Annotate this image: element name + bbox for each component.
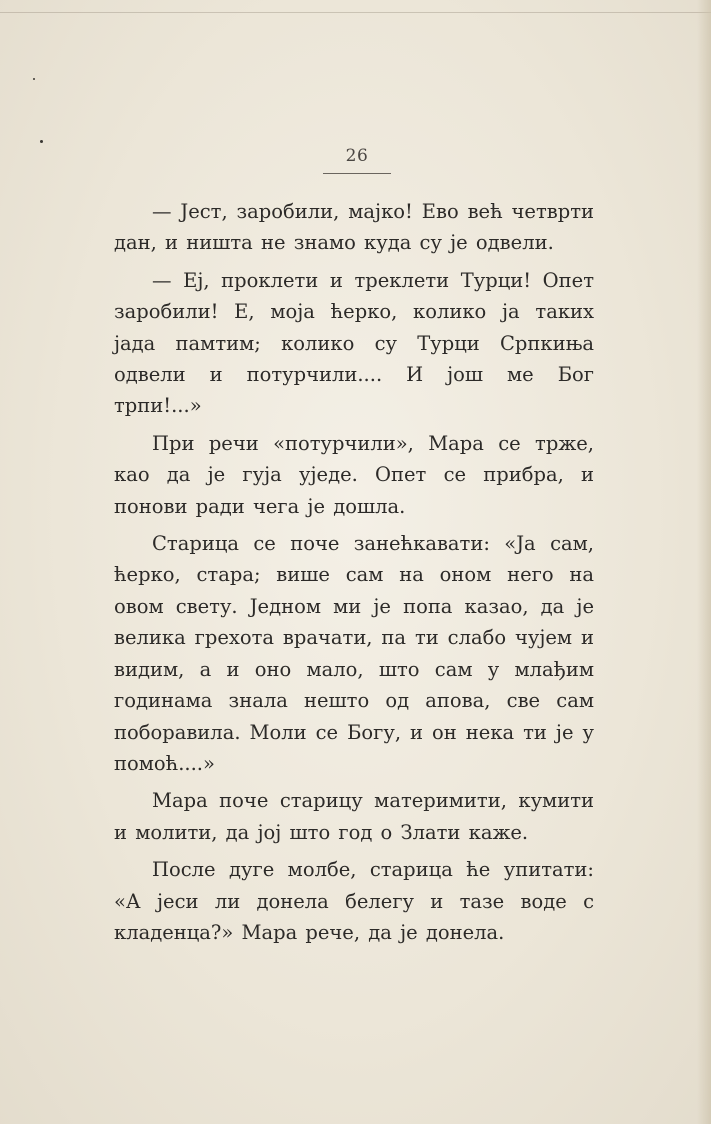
- page-number-rule: [323, 173, 391, 174]
- paragraph: — Еј, проклети и треклети Турци! Опет заробили! Е, моја ћерко, колико ја таких јада памтим; колико су Турци Српкиња одвели и потурчили.... И још ме Бог трпи!...»: [114, 268, 594, 418]
- paragraph: При речи «потурчили», Мара се трже, као да је гуја уједе. Опет се прибра, и понови ради чега је дошла.: [114, 431, 594, 518]
- ink-speck: [40, 140, 43, 143]
- body-text: [114, 196, 594, 954]
- page-number: 26: [345, 146, 369, 166]
- page-top-edge: [0, 12, 711, 13]
- page-right-edge: [697, 0, 711, 1124]
- paragraph: Мара поче старицу материмити, кумити и молити, да јој што год о Злати каже.: [114, 789, 594, 844]
- paragraph: После дуге молбе, старица ће упитати: «А јеси ли донела белегу и тазе воде с кладенца?» Мара рече, да је донела.: [114, 858, 594, 944]
- paragraph: — Јест, заробили, мајко! Ево већ четврти дан, и ништа не знамо куда су је одвели.: [114, 200, 594, 255]
- ink-speck: [33, 78, 35, 80]
- paragraph: Старица се поче занећкавати: «Ја сам, ћерко, стара; више сам на оном него на овом свету. Једном ми је попа казао, да је велика грехота врачати, па ти слабо чујем и видим, а и оно мало, што сам у млађим годинама знала нешто од апова, све сам поборавила. Моли се Богу, и он нека ти је у помоћ....»: [114, 532, 594, 775]
